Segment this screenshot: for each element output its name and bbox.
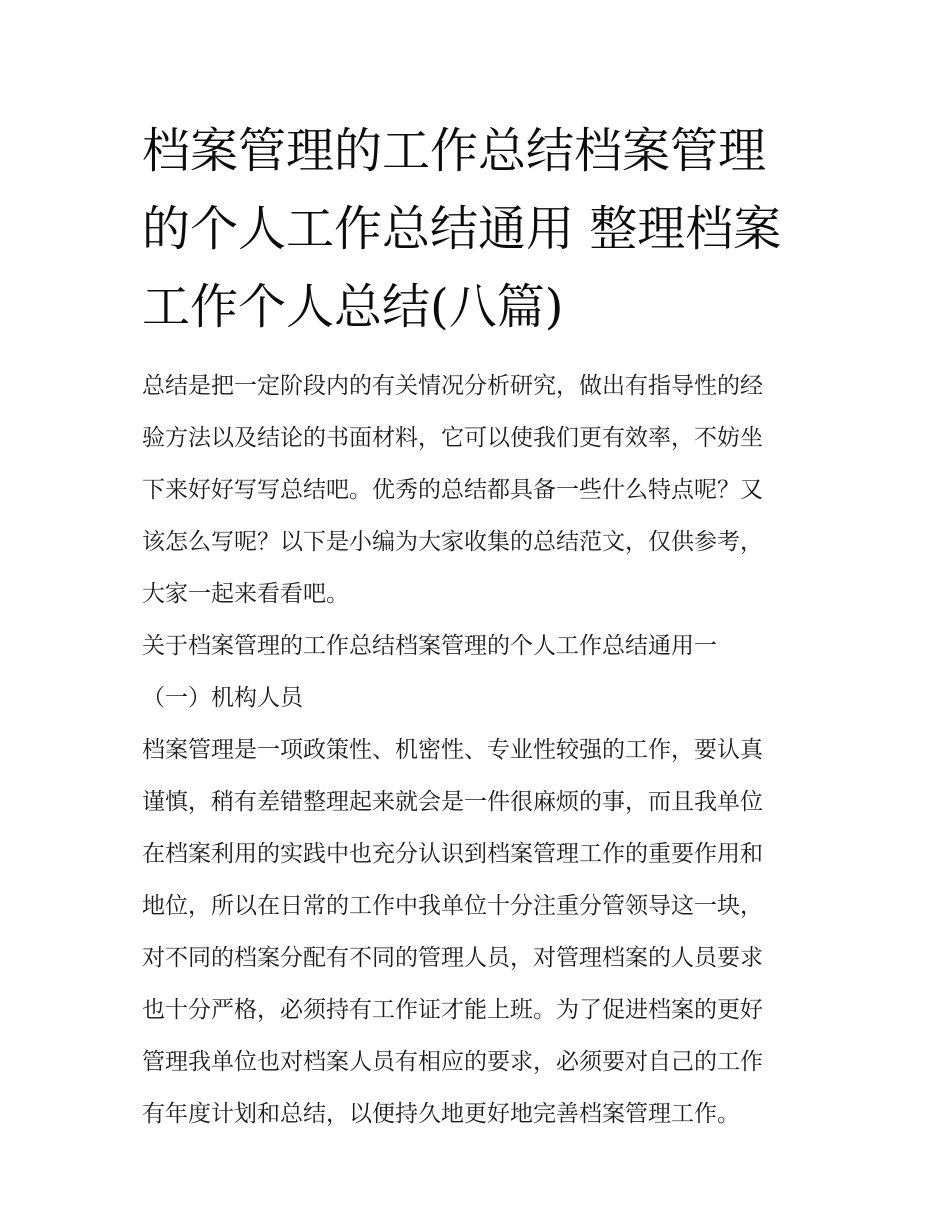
intro-line-1: 总结是把一定阶段内的有关情况分析研究，做出有指导性的经 bbox=[142, 373, 763, 399]
body-line-3: 在档案利用的实践中也充分认识到档案管理工作的重要作用和 bbox=[142, 841, 763, 867]
body-line-6: 也十分严格，必须持有工作证才能上班。为了促进档案的更好 bbox=[142, 997, 763, 1023]
body-line-2: 谨慎，稍有差错整理起来就会是一件很麻烦的事，而且我单位 bbox=[142, 789, 763, 815]
section-subheading: （一）机构人员 bbox=[142, 685, 303, 711]
document-title bbox=[142, 112, 814, 346]
intro-paragraph bbox=[142, 360, 814, 620]
intro-line-5: 大家一起来看看吧。 bbox=[142, 581, 349, 607]
intro-line-4: 该怎么写呢？以下是小编为大家收集的总结范文，仅供参考， bbox=[142, 529, 763, 555]
intro-line-2: 验方法以及结论的书面材料，它可以使我们更有效率，不妨坐 bbox=[142, 425, 763, 451]
body-line-5: 对不同的档案分配有不同的管理人员，对管理档案的人员要求 bbox=[142, 945, 763, 971]
body-line-8: 有年度计划和总结，以便持久地更好地完善档案管理工作。 bbox=[142, 1101, 740, 1127]
body-paragraph bbox=[142, 724, 814, 1140]
title-line-3: 工作个人总结(八篇) bbox=[142, 279, 564, 335]
body-line-7: 管理我单位也对档案人员有相应的要求，必须要对自己的工作 bbox=[142, 1049, 763, 1075]
body-line-4: 地位，所以在日常的工作中我单位十分注重分管领导这一块， bbox=[142, 893, 763, 919]
title-line-1: 档案管理的工作总结档案管理 bbox=[142, 123, 767, 179]
intro-line-3: 下来好好写写总结吧。优秀的总结都具备一些什么特点呢？又 bbox=[142, 477, 763, 503]
document-page bbox=[142, 112, 814, 1140]
body-line-1: 档案管理是一项政策性、机密性、专业性较强的工作，要认真 bbox=[142, 737, 763, 763]
title-line-2: 的个人工作总结通用 整理档案 bbox=[142, 201, 782, 257]
section-heading: 关于档案管理的工作总结档案管理的个人工作总结通用一 bbox=[142, 633, 717, 659]
